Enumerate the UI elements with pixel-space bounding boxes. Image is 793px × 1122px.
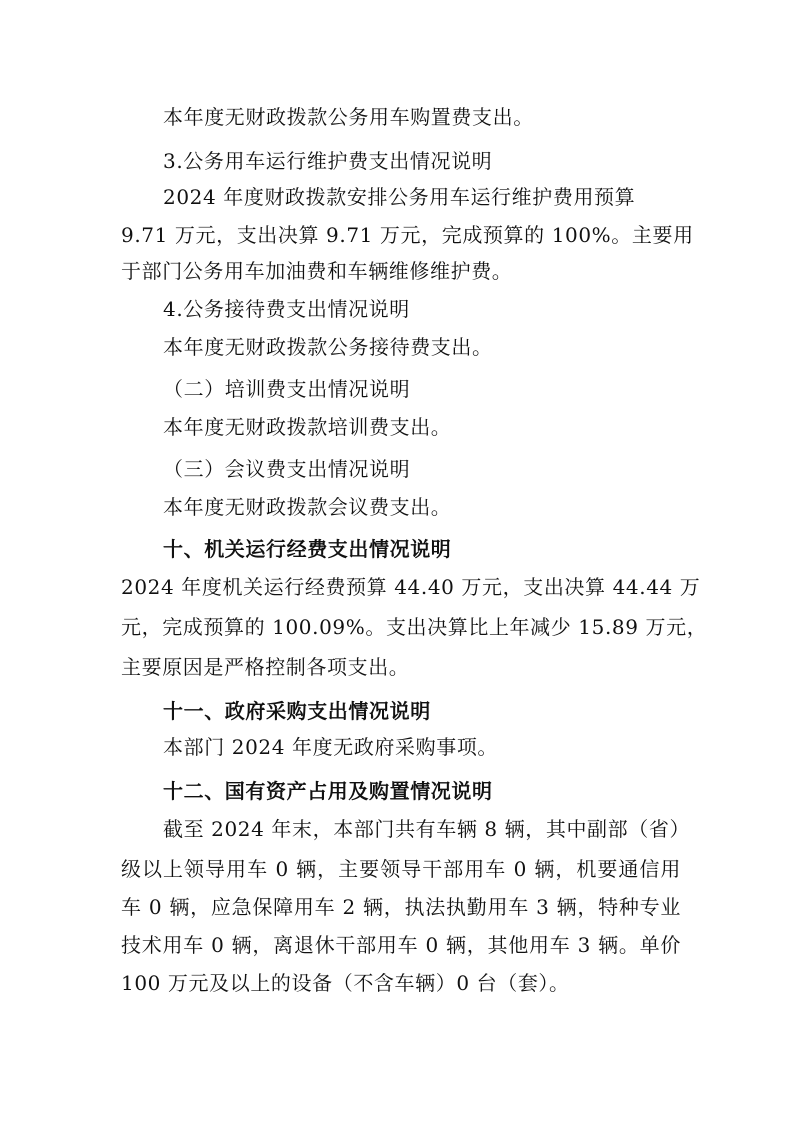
paragraph-line: 元，完成预算的 100.09%。支出决算比上年减少 15.89 万元， (121, 615, 708, 639)
paragraph-line: 技术用车 0 辆，离退休干部用车 0 辆，其他用车 3 辆。单价 (121, 933, 681, 957)
paragraph-line: 100 万元及以上的设备（不含车辆）0 台（套）。 (121, 971, 570, 995)
paragraph-line: 本年度无财政拨款公务用车购置费支出。 (163, 105, 534, 129)
section-heading: 十一、政府采购支出情况说明 (163, 699, 431, 723)
subsection-heading: 3.公务用车运行维护费支出情况说明 (163, 149, 493, 173)
subsection-heading: （三）会议费支出情况说明 (163, 457, 411, 481)
paragraph-line: 级以上领导用车 0 辆，主要领导干部用车 0 辆，机要通信用 (121, 857, 681, 881)
paragraph-line: 车 0 辆，应急保障用车 2 辆，执法执勤用车 3 辆，特种专业 (121, 895, 681, 919)
paragraph-line: 本部门 2024 年度无政府采购事项。 (163, 735, 499, 759)
paragraph-line: 于部门公务用车加油费和车辆维修维护费。 (121, 259, 513, 283)
subsection-heading: 4.公务接待费支出情况说明 (163, 297, 410, 321)
section-heading: 十二、国有资产占用及购置情况说明 (163, 779, 493, 803)
paragraph-line: 主要原因是严格控制各项支出。 (121, 655, 410, 679)
paragraph-line: 本年度无财政拨款培训费支出。 (163, 415, 452, 439)
paragraph-line: 本年度无财政拨款公务接待费支出。 (163, 335, 493, 359)
paragraph-line: 截至 2024 年末，本部门共有车辆 8 辆，其中副部（省） (163, 817, 691, 841)
paragraph-line: 2024 年度机关运行经费预算 44.40 万元，支出决算 44.44 万 (121, 575, 701, 599)
paragraph-line: 本年度无财政拨款会议费支出。 (163, 495, 452, 519)
paragraph-line: 2024 年度财政拨款安排公务用车运行维护费用预算 (163, 185, 636, 209)
paragraph-line: 9.71 万元，支出决算 9.71 万元，完成预算的 100%。主要用 (121, 223, 694, 247)
section-heading: 十、机关运行经费支出情况说明 (163, 537, 452, 561)
subsection-heading: （二）培训费支出情况说明 (163, 377, 411, 401)
